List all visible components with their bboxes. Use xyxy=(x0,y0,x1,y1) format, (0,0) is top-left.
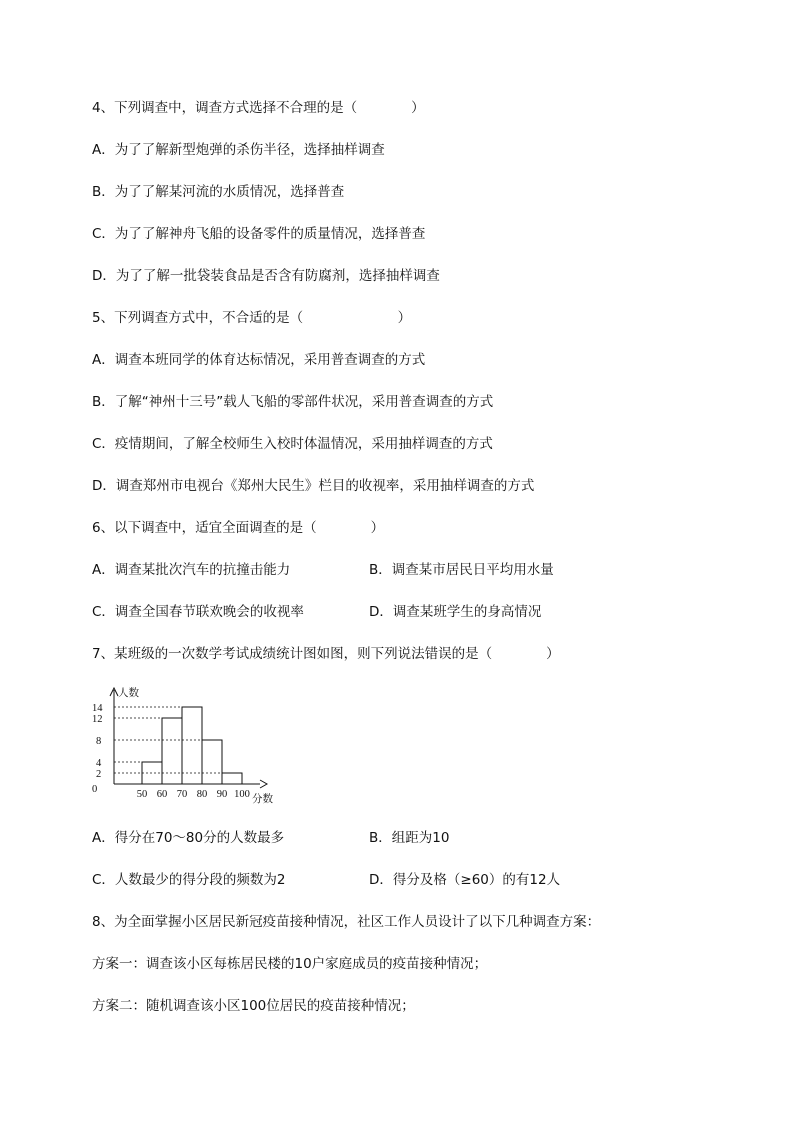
x-tick-label: 70 xyxy=(176,789,188,800)
q6-option-c: C．调查全国春节联欢晚会的收视率 xyxy=(92,604,304,620)
x-axis-label: 分数 xyxy=(252,793,273,805)
q7-option-d: D．得分及格（≥60）的有12人 xyxy=(369,872,561,888)
y-tick-label: 12 xyxy=(92,714,103,725)
histogram-bar xyxy=(202,740,222,784)
q5-option-b: B．了解“神州十三号”载人飞船的零部件状况，采用普查调查的方式 xyxy=(92,394,494,410)
x-tick-label: 90 xyxy=(216,789,228,800)
score-histogram xyxy=(90,684,290,810)
q4-option-b: B．为了了解某河流的水质情况，选择普查 xyxy=(92,184,345,200)
q5-option-a: A．调查本班同学的体育达标情况，采用普查调查的方式 xyxy=(92,352,426,368)
y-tick-label: 2 xyxy=(96,769,102,780)
histogram-bar xyxy=(182,707,202,784)
histogram-bar xyxy=(162,718,182,784)
q7-option-c: C．人数最少的得分段的频数为2 xyxy=(92,872,286,888)
q4-stem: 4、下列调查中，调查方式选择不合理的是（ ） xyxy=(92,100,425,116)
q8-plan-2: 方案二：随机调查该小区100位居民的疫苗接种情况； xyxy=(92,998,415,1014)
x-tick-label: 60 xyxy=(156,789,168,800)
histogram-bar xyxy=(222,773,242,784)
q8-stem: 8、为全面掌握小区居民新冠疫苗接种情况，社区工作人员设计了以下几种调查方案： xyxy=(92,914,601,930)
q4-option-c: C．为了了解神舟飞船的设备零件的质量情况，选择普查 xyxy=(92,226,426,242)
q4-option-a: A．为了了解新型炮弹的杀伤半径，选择抽样调查 xyxy=(92,142,385,158)
q4-option-d: D．为了了解一批袋装食品是否含有防腐剂，选择抽样调查 xyxy=(92,268,440,284)
q5-option-c: C．疫情期间，了解全校师生入校时体温情况，采用抽样调查的方式 xyxy=(92,436,493,452)
y-tick-label: 4 xyxy=(96,758,102,769)
y-tick-label: 0 xyxy=(92,784,98,795)
y-tick-label: 14 xyxy=(92,703,103,714)
q5-stem: 5、下列调查方式中，不合适的是（ ） xyxy=(92,310,412,326)
q7-option-a: A．得分在70～80分的人数最多 xyxy=(92,830,285,846)
x-tick-label: 100 xyxy=(234,789,250,800)
y-tick-label: 8 xyxy=(96,736,102,747)
q6-option-d: D．调查某班学生的身高情况 xyxy=(369,604,542,620)
x-axis-arrow xyxy=(260,780,267,788)
q5-option-d: D．调查郑州市电视台《郑州大民生》栏目的收视率，采用抽样调查的方式 xyxy=(92,478,535,494)
q6-option-b: B．调查某市居民日平均用水量 xyxy=(369,562,554,578)
q7-option-b: B．组距为10 xyxy=(369,830,450,846)
q8-plan-1: 方案一：调查该小区每栋居民楼的10户家庭成员的疫苗接种情况； xyxy=(92,956,488,972)
y-axis-label: 人数 xyxy=(118,687,139,699)
q7-stem: 7、某班级的一次数学考试成绩统计图如图，则下列说法错误的是（ ） xyxy=(92,646,560,662)
x-tick-label: 80 xyxy=(196,789,208,800)
q6-stem: 6、以下调查中，适宜全面调查的是（ ） xyxy=(92,520,385,536)
x-tick-label: 50 xyxy=(136,789,148,800)
q6-option-a: A．调查某批次汽车的抗撞击能力 xyxy=(92,562,291,578)
